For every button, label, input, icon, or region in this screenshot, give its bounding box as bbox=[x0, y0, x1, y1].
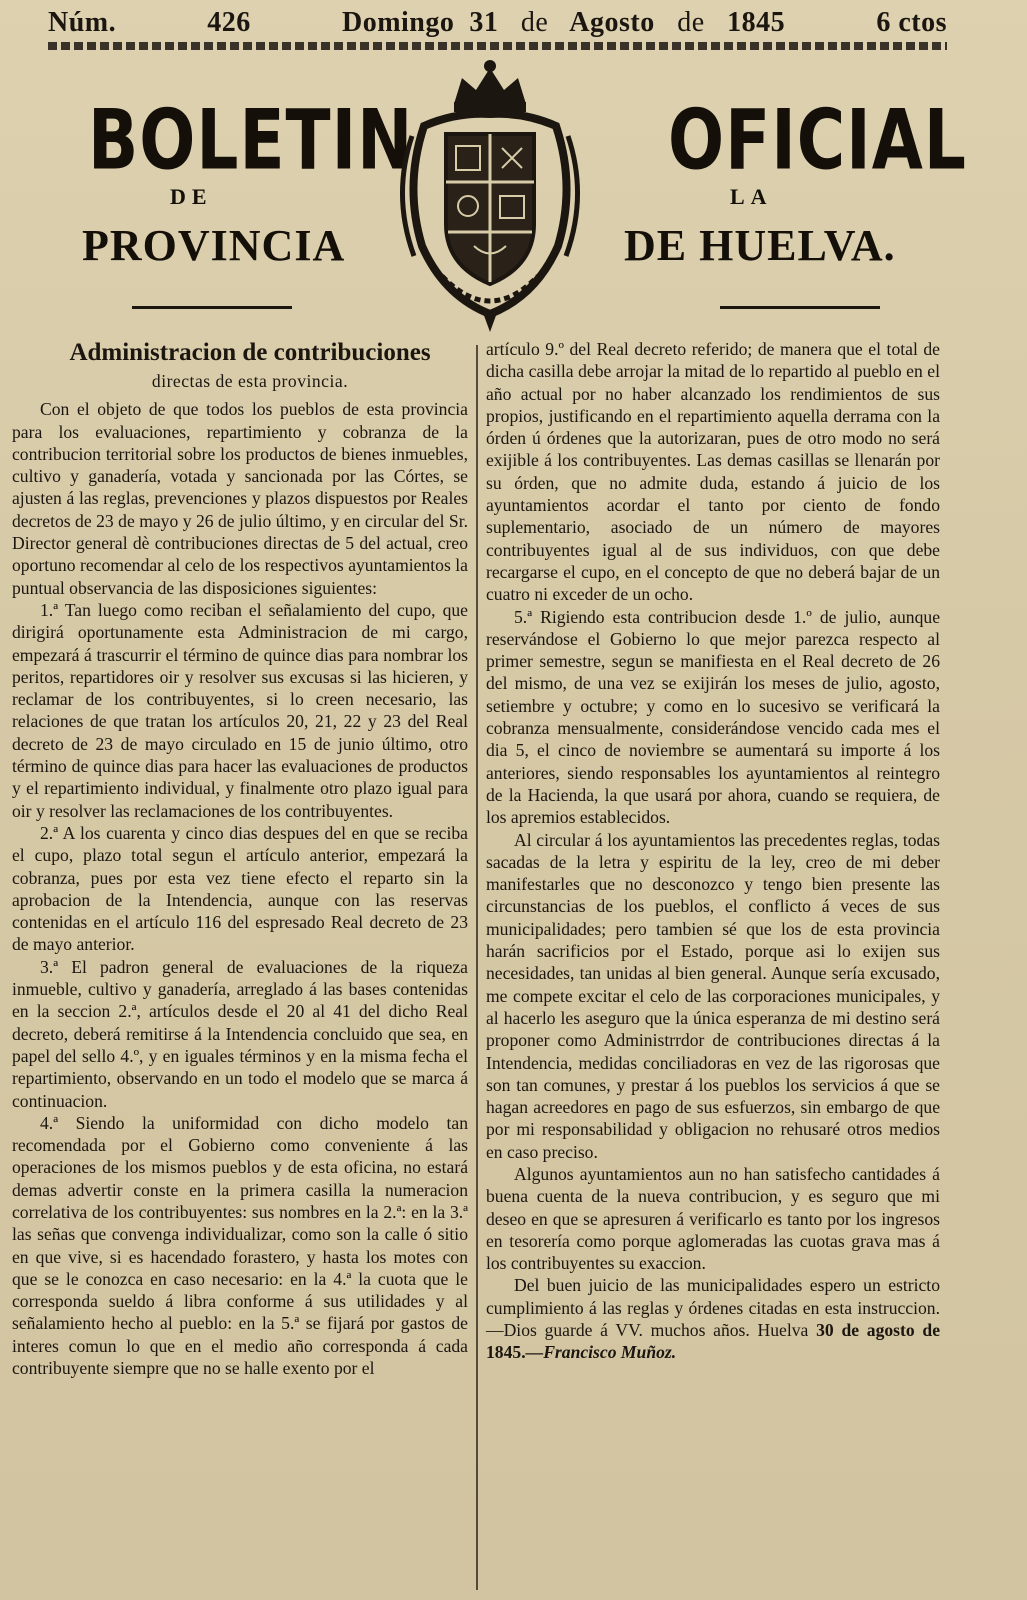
column-divider bbox=[476, 345, 478, 1590]
masthead-boletin: BOLETIN bbox=[88, 92, 414, 189]
article-rule-4: 4.ª Siendo la uniformidad con dicho modelo tan recomendada por el Gobierno como conveniente á las operaciones de los mismos pueblos y de esta oficina, no estará demas advertir conste en la primera casilla la numeracion correlativa de los contribuyentes: sus nombres en la 2.ª: en la 3.ª las señas que convenga individualizar, como son la calle ó sitio en que vive, si es hacendado forastero, y hasta los motes con que se le conozca en caso necesario: en la 4.ª la cuota que le corresponda sueldo á libra conforme á sus utilidades y al señalamiento hecho al pueblo: en la 5.ª se fijará por gastos de interes comun lo que en el medio año corresponda á cada contribuyente siempre que no se halle exento por el bbox=[12, 1112, 468, 1379]
masthead-de: DE bbox=[170, 184, 213, 209]
masthead bbox=[0, 52, 1027, 342]
issue-header bbox=[48, 6, 947, 40]
article-intro: Con el objeto de que todos los pueblos de esta provincia para los evaluaciones, repartimiento y cobranza de la contribucion territorial sobre los productos de bienes inmuebles, cultivo y ganadería, votada y sancionada por las Córtes, se ajusten á las reglas, prevenciones y plazos dispuestos por Reales decretos de 23 de mayo y 26 de julio último, y en circular del Sr. Director general dè contribuciones directas de 5 del actual, creo oportuno recomendar al celo de los respectivos ayuntamientos la puntual observancia de las disposiciones siguientes: bbox=[12, 399, 468, 598]
masthead-de-huelva: DE HUELVA. bbox=[624, 221, 896, 270]
article-rule-2: 2.ª A los cuarenta y cinco dias despues del en que se reciba el cupo, plazo total segun el artículo anterior, empezará la cobranza, pues por esta vez tiene efecto el reparto sin la aprobacion de la Intendencia, aunque con las reservas contenidas en el artículo 116 del espresado Real decreto de 23 de mayo anterior. bbox=[12, 822, 468, 955]
article-column-left bbox=[12, 338, 468, 1379]
masthead-la: LA bbox=[730, 184, 773, 209]
article-paragraph-ayuntamientos: Algunos ayuntamientos aun no han satisfecho cantidades á buena cuenta de la nueva contribucion, y es seguro que mi deseo en que se apresuren á verificarlo es tanto por los ingresos en tesorería como porque aglomeradas las cuotas grava mas á los contribuyentes su exaccion. bbox=[486, 1163, 940, 1274]
article-rule-1: 1.ª Tan luego como reciban el señalamiento del cupo, que dirigirá oportunamente esta Administracion de mi cargo, empezará á trascurrir el término de quince dias para nombrar los peritos, repartidores oir y resolver sus excusas si las hicieren, y reclamar de los contribuyentes, si lo creen necesario, las relaciones de que tratan los artículos 20, 21, 22 y 23 del Real decreto de 23 de mayo circulado en 15 de junio último, otro término de quince dias para hacer las evaluaciones de productos y el repartimiento individual, y finalmente otro plazo igual para oir y resolver las reclamaciones de los contribuyentes. bbox=[12, 599, 468, 821]
article-closing: Del buen juicio de las municipalidades espero un estricto cumplimiento á las reglas y órdenes citadas en esta instruccion.—Dios guarde á VV. muchos años. Huelva 30 de agosto de 1845.—Francisco Muñoz. bbox=[486, 1275, 941, 1363]
article-title: Administracion de contribuciones bbox=[69, 339, 431, 366]
signature: —Francisco Muñoz. bbox=[525, 1342, 677, 1363]
closing-date: 30 de agosto de 1845. bbox=[486, 1320, 941, 1363]
masthead-oficial: OFICIAL bbox=[668, 92, 967, 189]
article-rule-3: 3.ª El padron general de evaluaciones de la riqueza inmueble, cultivo y ganadería, arreglado á las bases contenidas en la seccion 2.ª, artículos desde el 20 al 41 del dicho Real decreto, deberá remitirse á la Intendencia concluido que sea, en papel del sello 4.º, y en iguales términos y en la misma fecha el repartimiento, observando en un todo el modelo que se marca á continuacion. bbox=[12, 956, 468, 1111]
article-rule-4-continued: artículo 9.º del Real decreto referido; de manera que el total de dicha casilla debe arrojar la mitad de lo repartido al pueblo en el año actual por no haber alcanzado los rendimientos de sus propios, justificando en el repartimiento aquella derrama con la órden ú órdenes que la autorizaran, pues de otro modo no será exijible á los contribuyentes. Las demas casillas se llenarán por su órden, que no admite duda, estando á juicio de los ayuntamientos acordar el tanto por ciento de fondo suplementario, asociado de un número de mayores contribuyentes igual al de sus individuos, con que debe recargarse el cupo, en el concepto de que no deberá bajar de un cuatro ni exceder de un ocho. bbox=[486, 339, 940, 605]
article-rule-5: 5.ª Rigiendo esta contribucion desde 1.º de julio, aunque reservándose el Gobierno lo que mejor parezca respecto al primer semestre, segun se manifiesta en el Real decreto de 26 del mismo, de una vez se exijirán los meses de julio, agosto, setiembre y octubre; y como en lo sucesivo se verificará la cobranza mensualmente, considerándose vencido cada mes el dia 5, el cinco de noviembre se aumentará su importe á los anteriores, siendo responsables los ayuntamientos al reintegro de la Hacienda, la que usará por ahora, cuando se requiera, de los apremios establecidos. bbox=[486, 606, 940, 828]
royal-coat-of-arms-icon bbox=[384, 56, 596, 334]
issue-number-label: Núm. bbox=[48, 7, 117, 38]
article-column-right bbox=[486, 338, 940, 1364]
article-paragraph-circular: Al circular á los ayuntamientos las precedentes reglas, todas sacadas de la letra y espiritu de la ley, creo de mi deber manifestarles que no desconozco y tengo bien presente las circunstancias de los pueblos, el conflicto á veces de sus municipalidades; pero tambien sé que los de esta provincia harán sacrificios por el Estado, porque asi lo exijen sus necesidades, tan unidas al bien general. Aunque sería excusado, me compete excitar el celo de las corporaciones municipales, y al hacerlo les aseguro que la única esperanza de mi destino será proponer como Administrrdor de contribuciones directas á la Intendencia, medidas conciliadoras en vez de las rigorosas que son tan comunes, y prestar á los pueblos los servicios á que se hagan acreedores en pago de sus esfuerzos, sin embargo de que por mi responsabilidad y obligacion no rehusaré otros medios en caso preciso. bbox=[486, 829, 940, 1162]
masthead-rule-left bbox=[132, 306, 292, 309]
issue-number: 426 bbox=[207, 7, 251, 38]
article-subtitle: directas de esta provincia. bbox=[151, 371, 349, 391]
issue-price: 6 ctos bbox=[876, 7, 947, 38]
masthead-rule-right bbox=[720, 306, 880, 309]
issue-date: Domingo 31 de Agosto de 1845 bbox=[341, 7, 786, 38]
header-ornamental-rule bbox=[48, 42, 947, 50]
masthead-provincia: PROVINCIA bbox=[82, 221, 346, 270]
